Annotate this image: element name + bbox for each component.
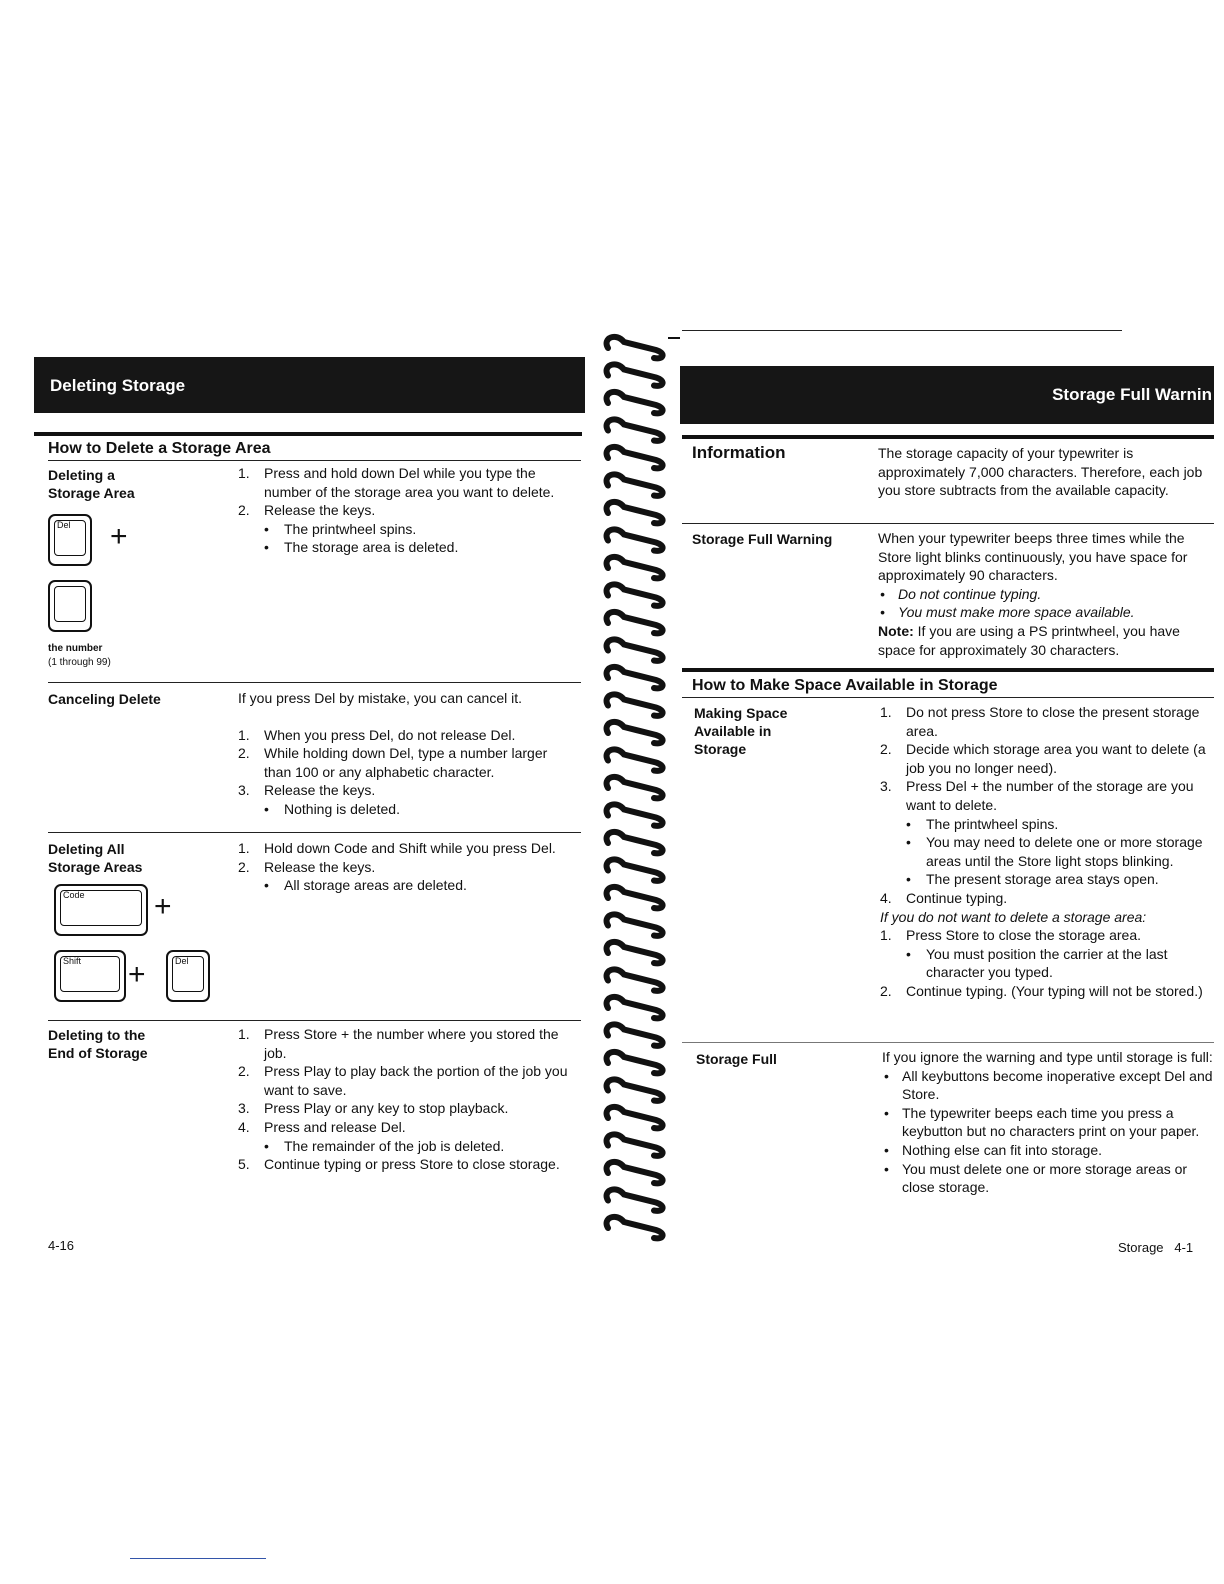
spiral-coil [607, 419, 663, 440]
spiral-coil [607, 1024, 663, 1045]
right-page-footer: Storage 4-1 [1118, 1240, 1194, 1255]
plus-sign: + [154, 890, 172, 923]
step-number: 5. [238, 1156, 250, 1173]
key-label: Code [63, 890, 85, 900]
label-line: Storage [694, 741, 747, 757]
step-item [238, 781, 578, 800]
divider [682, 523, 1214, 524]
step-item [880, 889, 1214, 908]
canceling-label: Canceling Delete [48, 691, 161, 707]
spiral-coil [607, 887, 663, 908]
note-label: Note: [878, 622, 914, 639]
left-banner [34, 357, 585, 413]
code-key-icon [54, 884, 148, 936]
spiral-binding [598, 330, 680, 1250]
step-text: Hold down Code and Shift while you press Del. [264, 840, 556, 856]
step-number: 1. [238, 465, 250, 481]
spiral-coil [607, 639, 663, 660]
deleting-end-steps [238, 1025, 568, 1174]
spiral-coil [607, 1217, 663, 1238]
right-section-rule [682, 435, 1214, 439]
left-section-rule [34, 432, 582, 436]
label-line: Storage Area [48, 485, 135, 501]
key-label: Del [175, 956, 189, 966]
top-edge-line [682, 330, 1122, 331]
step-item [238, 1025, 568, 1062]
canceling-intro: If you press Del by mistake, you can cancel it. [238, 690, 523, 706]
right-section-heading: How to Make Space Available in Storage [692, 677, 998, 694]
bullet-item: • Do not continue typing. [878, 585, 1214, 604]
spiral-coil [607, 584, 663, 605]
step-number: 1. [880, 927, 892, 944]
canceling-steps [238, 689, 578, 819]
spiral-coil [607, 914, 663, 935]
deleting-end-label [48, 1026, 148, 1062]
number-key-icon [48, 580, 92, 632]
spiral-coil [607, 1189, 663, 1210]
divider [48, 1020, 581, 1021]
step-number: 2. [238, 502, 250, 519]
step-number: 1. [238, 726, 250, 743]
bullet-item: • You must make more space available. [878, 603, 1214, 622]
right-section-rule [682, 668, 1214, 672]
step-number: 1. [238, 1026, 250, 1042]
deleting-area-steps [238, 464, 568, 557]
step-item [238, 726, 578, 745]
divider [682, 697, 1214, 698]
spiral-coil [607, 529, 663, 550]
right-banner [680, 366, 1214, 424]
step-item [238, 464, 568, 501]
spiral-coil [607, 502, 663, 523]
spiral-coil [607, 942, 663, 963]
bullet-item: • The printwheel spins. [880, 815, 1214, 834]
deleting-area-label [48, 466, 135, 502]
step-item [880, 740, 1214, 777]
step-item [880, 982, 1214, 1001]
step-text: Press Play to play back the portion of the job you want to save. [264, 1063, 568, 1098]
bullet-item: • You must position the carrier at the last character you typed. [880, 945, 1214, 982]
step-number: 3. [238, 1100, 250, 1117]
step-item [238, 1155, 568, 1174]
number-range-caption: (1 through 99) [48, 657, 111, 668]
label-line: Deleting to the [48, 1027, 146, 1043]
step-text: Decide which storage area you want to delete (a job you no longer need). [906, 741, 1206, 776]
key-label: Shift [63, 956, 82, 966]
step-text: Press Play or any key to stop playback. [264, 1100, 509, 1117]
making-space-label [694, 704, 787, 758]
spiral-coil [607, 557, 663, 578]
step-number: 3. [880, 778, 892, 795]
left-page-number: 4-16 [48, 1238, 75, 1253]
label-line: Available in [694, 723, 772, 739]
bullet-item: • All storage areas are deleted. [238, 876, 568, 895]
bullet-item: • The printwheel spins. [238, 520, 568, 539]
step-text: Press Store + the number where you stored the job. [264, 1026, 559, 1061]
if-not-line: If you do not want to delete a storage area: [880, 908, 1147, 925]
information-label: Information [692, 443, 786, 462]
number-caption: the number [48, 643, 103, 654]
del-key-icon [166, 950, 210, 1002]
spiral-coil [607, 447, 663, 468]
spiral-coil [607, 694, 663, 715]
step-number: 4. [880, 889, 892, 906]
divider [682, 1042, 1214, 1043]
bullet-item: • Nothing is deleted. [238, 800, 578, 819]
deleting-all-label [48, 840, 142, 876]
warning-paragraph: When your typewriter beeps three times while the Store light blinks continuously, you have space for approximately 90 characters. [878, 530, 1188, 584]
spiral-coil [607, 1079, 663, 1100]
plus-sign: + [128, 958, 146, 991]
step-item [238, 1099, 568, 1118]
spiral-coil [607, 1162, 663, 1183]
step-text: When you press Del, do not release Del. [264, 726, 516, 743]
divider [48, 460, 581, 461]
divider [48, 832, 581, 833]
step-text: Press Store to close the storage area. [906, 927, 1142, 944]
step-item [880, 703, 1214, 740]
bullet-item: • The remainder of the job is deleted. [238, 1137, 568, 1156]
storage-full-label: Storage Full [696, 1051, 777, 1067]
information-text: The storage capacity of your typewriter is approximately 7,000 characters. Therefore, each job you store subtracts from the available capacity. [878, 445, 1203, 499]
shift-key-icon [54, 950, 126, 1002]
step-item [238, 1062, 568, 1099]
label-line: Deleting All [48, 841, 125, 857]
spiral-coil [607, 364, 663, 385]
bullet-item: • You must delete one or more storage areas or close storage. [882, 1160, 1214, 1197]
step-item [238, 1118, 568, 1137]
left-banner-title: Deleting Storage [50, 376, 186, 395]
label-line: Making Space [694, 705, 788, 721]
step-item [880, 777, 1214, 814]
step-number: 4. [238, 1118, 250, 1135]
step-text: Continue typing or press Store to close storage. [264, 1156, 560, 1173]
spiral-coil [607, 392, 663, 413]
step-number: 1. [880, 704, 892, 720]
bullet-item: • The typewriter beeps each time you press a keybutton but no characters print on your paper. [882, 1104, 1214, 1141]
spiral-coil [607, 612, 663, 633]
spiral-coil [607, 804, 663, 825]
spiral-coil [607, 1134, 663, 1155]
spiral-coil [607, 777, 663, 798]
making-space-steps [880, 703, 1214, 1001]
bullet-item: • The present storage area stays open. [880, 870, 1214, 889]
step-number: 2. [238, 745, 250, 762]
spiral-coil [607, 722, 663, 743]
note-text: If you are using a PS printwheel, you have space for approximately 30 characters. [878, 622, 1180, 658]
spiral-coil [607, 1107, 663, 1128]
storage-full-intro: If you ignore the warning and type until storage is full: [882, 1049, 1213, 1065]
key-label: Del [57, 520, 71, 530]
step-number: 2. [238, 1063, 250, 1080]
step-number: 2. [880, 982, 892, 999]
storage-full-text [882, 1048, 1214, 1197]
step-text: Release the keys. [264, 502, 376, 519]
spiral-coil [607, 859, 663, 880]
step-number: 3. [238, 782, 250, 799]
step-number: 2. [880, 741, 892, 758]
step-item [238, 839, 568, 858]
bullet-item: • You may need to delete one or more storage areas until the Store light stops blinking. [880, 833, 1214, 870]
spiral-coil [607, 337, 663, 358]
step-text: Do not press Store to close the present storage area. [906, 704, 1200, 739]
bullet-item: • All keybuttons become inoperative except Del and Store. [882, 1067, 1214, 1104]
label-line: Storage Areas [48, 859, 143, 875]
right-banner-title: Storage Full Warnin [1052, 385, 1212, 404]
step-text: While holding down Del, type a number larger than 100 or any alphabetic character. [264, 745, 548, 780]
scan-line [130, 1558, 266, 1559]
bullet-item: • The storage area is deleted. [238, 538, 568, 557]
step-text: Continue typing. (Your typing will not be stored.) [906, 982, 1203, 999]
spiral-coil [607, 997, 663, 1018]
step-item [238, 501, 568, 520]
spiral-coil [607, 749, 663, 770]
step-text: Press Del + the number of the storage are you want to delete. [906, 778, 1194, 813]
deleting-all-steps [238, 839, 568, 895]
spiral-coil [607, 474, 663, 495]
step-number: 1. [238, 840, 250, 856]
label-line: Deleting a [48, 467, 115, 483]
step-text: Release the keys. [264, 858, 376, 875]
bullet-item: • Nothing else can fit into storage. [882, 1141, 1214, 1160]
step-text: Press and hold down Del while you type the number of the storage area you want to delete. [264, 465, 555, 500]
label-line: End of Storage [48, 1045, 148, 1061]
step-text: Press and release Del. [264, 1118, 406, 1135]
spiral-coil [607, 667, 663, 688]
plus-sign: + [110, 520, 128, 553]
step-item [238, 744, 578, 781]
left-section-heading: How to Delete a Storage Area [48, 440, 271, 457]
warning-label: Storage Full Warning [692, 531, 833, 547]
spiral-coil [607, 969, 663, 990]
step-number: 2. [238, 858, 250, 875]
divider [48, 682, 581, 683]
step-item [238, 858, 568, 877]
step-text: Continue typing. [906, 889, 1008, 906]
step-text: Release the keys. [264, 782, 376, 799]
spiral-coil [607, 1052, 663, 1073]
step-item [880, 926, 1214, 945]
del-key-icon [48, 514, 92, 566]
note [878, 622, 1214, 659]
spiral-coil [607, 832, 663, 853]
warning-text [878, 529, 1214, 659]
